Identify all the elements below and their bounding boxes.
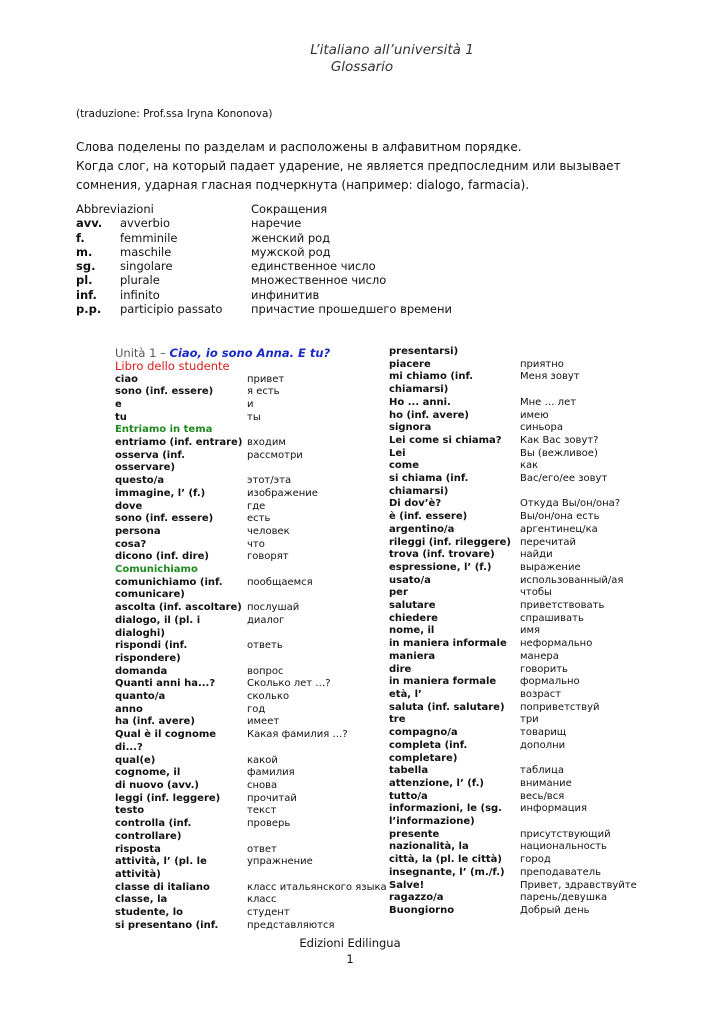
italian-term: classe, la: [115, 894, 168, 906]
glossary-entry: [389, 346, 659, 359]
russian-translation: где: [247, 500, 266, 512]
glossary-entry: [389, 537, 659, 550]
russian-translation: Какая фамилия …?: [247, 729, 348, 741]
russian-translation: я есть: [247, 386, 280, 398]
glossary-entry: [389, 740, 659, 765]
italian-term: controlla (inf. controllare): [115, 818, 192, 842]
russian-translation: входим: [247, 437, 286, 449]
glossary-entry: [389, 638, 659, 651]
unit-title: Ciao, io sono Anna. E tu?: [169, 346, 331, 360]
abbreviation-italian: singolare: [120, 259, 173, 274]
russian-translation: изображение: [247, 487, 318, 499]
russian-translation: Откуда Вы/он/она?: [520, 498, 621, 510]
russian-translation: класс итальянского языка: [247, 881, 387, 893]
glossary-entry: [389, 410, 659, 423]
russian-translation: Привет, здравствуйте: [520, 879, 637, 891]
glossary-entry: [389, 880, 659, 893]
page-subtitle: Glossario: [330, 59, 394, 75]
italian-term: testo: [115, 805, 145, 817]
italian-term: tu: [115, 411, 127, 423]
italian-term: cognome, il: [115, 767, 181, 779]
glossary-entry: [389, 448, 659, 461]
italian-term: Salve!: [389, 879, 425, 891]
russian-translation: что: [247, 538, 265, 550]
italian-term: età, l’: [389, 688, 422, 700]
italian-term: studente, lo: [115, 907, 184, 919]
italian-term: ha (inf. avere): [115, 716, 195, 728]
italian-term: attenzione, l’ (f.): [389, 777, 484, 789]
russian-translation: снова: [247, 780, 278, 791]
italian-term: attività, l’ (pl. le attività): [115, 856, 207, 880]
glossary-entry: [389, 524, 659, 537]
glossary-entry: [389, 575, 659, 588]
glossary-entry: [389, 791, 659, 804]
italian-term: comunichiamo (inf. comunicare): [115, 576, 223, 601]
russian-translation: ответь: [247, 640, 283, 652]
abbreviation-italian: infinito: [120, 287, 160, 302]
glossary-entry: [389, 549, 659, 562]
glossary-entry: [389, 651, 659, 664]
russian-translation: сколько: [247, 691, 290, 703]
abbreviations-heading-ru: Сокращения: [251, 202, 328, 216]
russian-translation: спрашивать: [520, 612, 584, 624]
italian-term: e: [115, 398, 122, 410]
abbreviation-code: m.: [76, 244, 93, 259]
russian-translation: Как Вас зовут?: [520, 434, 599, 446]
russian-translation: поприветствуй: [520, 701, 600, 713]
italian-term: sono (inf. essere): [115, 513, 214, 525]
italian-term: nazionalità, la: [389, 841, 469, 853]
italian-term: in maniera informale: [389, 638, 507, 650]
glossary-entry: [389, 714, 659, 727]
russian-translation: класс: [247, 894, 277, 906]
russian-translation: присутствующий: [520, 828, 611, 840]
italian-term: argentino/a: [389, 523, 455, 535]
abbreviation-russian: причастие прошедшего времени: [251, 302, 452, 317]
russian-translation: национальность: [520, 841, 607, 853]
russian-translation: ответ: [247, 843, 277, 855]
russian-translation: город: [520, 854, 551, 866]
italian-term: tabella: [389, 765, 429, 777]
italian-term: mi chiamo (inf. chiamarsi): [389, 371, 474, 396]
russian-translation: неформально: [520, 638, 593, 650]
russian-translation: дополни: [520, 739, 566, 751]
russian-translation: диалог: [247, 614, 285, 626]
glossary-column-left: [115, 346, 390, 932]
russian-translation: выражение: [520, 561, 581, 573]
section-heading: Entriamo in tema: [115, 424, 213, 436]
russian-translation: привет: [247, 373, 285, 385]
russian-translation: найди: [520, 549, 553, 561]
russian-translation: три: [520, 714, 539, 726]
russian-translation: Мне … лет: [520, 396, 577, 408]
abbreviation-code: pl.: [76, 273, 93, 288]
italian-term: ciao: [115, 373, 138, 385]
glossary-entry: [115, 386, 390, 399]
russian-translation: упражнение: [247, 856, 313, 868]
russian-translation: как: [520, 460, 539, 472]
italian-term: città, la (pl. le città): [389, 854, 502, 866]
intro-line: Слова поделены по разделам и расположены в алфавитном порядке.: [76, 140, 522, 154]
glossary-entry: [115, 882, 390, 895]
abbreviation-code: inf.: [76, 287, 97, 302]
italian-term: è (inf. essere): [389, 511, 468, 523]
abbreviation-italian: avverbio: [120, 216, 170, 231]
glossary-entry: [115, 488, 390, 501]
russian-translation: ты: [247, 411, 261, 423]
russian-translation: товарищ: [520, 727, 567, 739]
russian-translation: Вас/его/ее зовут: [520, 473, 608, 485]
glossary-column-right: [389, 346, 659, 918]
italian-term: usato/a: [389, 574, 431, 586]
italian-term: dire: [389, 663, 412, 675]
page-title: L’italiano all’università 1: [310, 42, 474, 58]
russian-translation: и: [247, 398, 254, 410]
italian-term: Qual è il cognome di...?: [115, 729, 217, 753]
italian-term: quanto/a: [115, 691, 166, 703]
intro-line: сомнения, ударная гласная подчеркнута (например: dialogo, farmacia).: [76, 178, 530, 192]
unit-label: Unità 1 –: [115, 346, 170, 360]
russian-translation: фамилия: [247, 767, 295, 779]
russian-translation: [520, 346, 659, 359]
glossary-entry: [389, 371, 659, 396]
glossary-entry: [115, 374, 390, 387]
italian-term: leggi (inf. leggere): [115, 792, 221, 804]
abbreviation-russian: инфинитив: [251, 287, 320, 302]
russian-translation: чтобы: [520, 587, 552, 599]
glossary-entry: [389, 473, 659, 498]
italian-term: completa (inf. completare): [389, 739, 468, 764]
russian-translation: послушай: [247, 602, 300, 614]
italian-term: ho (inf. avere): [389, 409, 470, 421]
glossary-entry: [389, 702, 659, 715]
abbreviation-code: f.: [76, 230, 85, 245]
abbreviation-italian: femminile: [120, 230, 178, 245]
glossary-entry: [115, 920, 390, 933]
italian-term: Lei come si chiama?: [389, 434, 502, 446]
italian-term: qual(e): [115, 754, 156, 766]
page-number: 1: [346, 952, 354, 966]
italian-term: dialogo, il (pl. i dialoghi): [115, 614, 201, 639]
russian-translation: Добрый день: [520, 904, 590, 916]
italian-term: Lei: [389, 447, 406, 459]
italian-term: si chiama (inf. chiamarsi): [389, 473, 469, 497]
right-entries: [389, 346, 659, 918]
glossary-entry: [389, 664, 659, 677]
abbreviation-code: p.p.: [76, 302, 102, 317]
abbreviation-code: sg.: [76, 259, 96, 274]
italian-term: domanda: [115, 665, 168, 677]
glossary-entry: [115, 412, 390, 425]
glossary-entry: [115, 729, 390, 754]
glossary-entry: [389, 841, 659, 854]
abbreviation-russian: множественное число: [251, 273, 387, 288]
russian-translation: Сколько лет …?: [247, 678, 331, 690]
left-entries: [115, 374, 390, 933]
intro-paragraph: [76, 138, 676, 195]
glossary-entry: [115, 399, 390, 412]
italian-term: sono (inf. essere): [115, 386, 214, 398]
section-heading: Comunichiamo: [115, 564, 198, 576]
russian-translation: возраст: [520, 688, 562, 700]
glossary-entry: [115, 704, 390, 717]
glossary-entry: [115, 805, 390, 818]
glossary-entry: [115, 907, 390, 920]
glossary-entry: [389, 498, 659, 511]
glossary-entry: [389, 892, 659, 905]
abbreviation-russian: мужской род: [251, 244, 331, 259]
glossary-entry: [115, 856, 390, 881]
russian-translation: год: [247, 703, 266, 715]
glossary-entry: [389, 460, 659, 473]
russian-translation: пообщаемся: [247, 576, 313, 588]
glossary-entry: [389, 676, 659, 689]
glossary-entry: [115, 450, 390, 475]
italian-term: maniera: [389, 650, 436, 662]
italian-term: signora: [389, 422, 432, 434]
book-section-heading: Libro dello studente: [115, 359, 230, 373]
italian-term: presentarsi): [389, 346, 459, 357]
russian-translation: использованный/ая: [520, 574, 624, 586]
glossary-entry: [389, 867, 659, 880]
russian-translation: рассмотри: [247, 449, 303, 461]
glossary-entry: [115, 501, 390, 514]
glossary-entry: [389, 562, 659, 575]
italian-term: dicono (inf. dire): [115, 551, 209, 563]
italian-term: in maniera formale: [389, 676, 497, 688]
glossary-entry: [115, 577, 390, 602]
italian-term: compagno/a: [389, 727, 458, 739]
abbreviation-italian: participio passato: [120, 302, 223, 317]
glossary-entry: [115, 640, 390, 665]
glossary-entry: [115, 475, 390, 488]
glossary-entry: [115, 780, 390, 793]
russian-translation: формально: [520, 676, 580, 688]
glossary-entry: [115, 539, 390, 552]
glossary-entry: [389, 778, 659, 791]
russian-translation: представляются: [247, 919, 335, 931]
italian-term: per: [389, 587, 408, 599]
russian-translation: преподаватель: [520, 866, 602, 878]
glossary-entry: [389, 905, 659, 918]
italian-term: Buongiorno: [389, 904, 455, 916]
glossary-entry: [115, 755, 390, 768]
russian-translation: информация: [520, 803, 588, 815]
russian-translation: Меня зовут: [520, 371, 580, 383]
abbreviation-russian: женский род: [251, 230, 331, 245]
glossary-entry: [115, 551, 390, 564]
italian-term: entriamo (inf. entrare): [115, 437, 243, 449]
italian-term: osserva (inf. osservare): [115, 449, 185, 474]
glossary-entry: [389, 359, 659, 372]
glossary-entry: [115, 602, 390, 615]
publisher-footer: Edizioni Edilingua: [299, 936, 401, 950]
russian-translation: манера: [520, 650, 559, 662]
glossary-entry: [389, 625, 659, 638]
abbreviation-code: avv.: [76, 216, 103, 231]
italian-term: ascolta (inf. ascoltare): [115, 602, 242, 614]
italian-term: rileggi (inf. rileggere): [389, 536, 511, 548]
glossary-entry: [115, 615, 390, 640]
glossary-entry: [389, 422, 659, 435]
italian-term: ragazzo/a: [389, 892, 444, 904]
italian-term: classe di italiano: [115, 881, 210, 893]
russian-translation: внимание: [520, 777, 572, 789]
russian-translation: аргентинец/ка: [520, 523, 598, 535]
italian-term: immagine, l’ (f.): [115, 487, 206, 499]
italian-term: trova (inf. trovare): [389, 549, 495, 561]
russian-translation: прочитай: [247, 792, 297, 804]
russian-translation: таблица: [520, 765, 564, 777]
glossary-entry: [389, 511, 659, 524]
glossary-entry: [115, 793, 390, 806]
russian-translation: имею: [520, 409, 549, 421]
italian-term: nome, il: [389, 625, 435, 637]
italian-term: persona: [115, 525, 161, 537]
abbreviations-heading-it: Abbreviazioni: [76, 202, 154, 216]
italian-term: piacere: [389, 358, 431, 370]
glossary-entry: [389, 689, 659, 702]
italian-term: chiedere: [389, 612, 438, 624]
italian-term: tutto/a: [389, 790, 428, 802]
italian-term: rispondi (inf. rispondere): [115, 640, 188, 664]
glossary-entry: [115, 526, 390, 539]
glossary-entry: [115, 767, 390, 780]
russian-translation: приветствовать: [520, 600, 605, 612]
glossary-entry: [115, 666, 390, 679]
russian-translation: весь/вся: [520, 790, 565, 802]
russian-translation: имя: [520, 625, 541, 637]
glossary-entry: [389, 829, 659, 842]
russian-translation: текст: [247, 805, 277, 817]
italian-term: tre: [389, 714, 406, 726]
italian-term: come: [389, 460, 419, 472]
russian-translation: парень/девушка: [520, 892, 608, 904]
russian-translation: Вы (вежливое): [520, 447, 598, 459]
russian-translation: Вы/он/она есть: [520, 511, 600, 523]
glossary-entry: [115, 844, 390, 857]
russian-translation: говорят: [247, 551, 289, 563]
glossary-entry: [389, 613, 659, 626]
glossary-entry: [389, 435, 659, 448]
italian-term: presente: [389, 828, 440, 840]
glossary-entry: [389, 727, 659, 740]
italian-term: di nuovo (avv.): [115, 780, 199, 791]
russian-translation: какой: [247, 754, 278, 766]
russian-translation: есть: [247, 513, 271, 525]
russian-translation: этот/эта: [247, 475, 292, 487]
italian-term: informazioni, le (sg. l’informazione): [389, 803, 502, 828]
italian-term: dove: [115, 500, 143, 512]
russian-translation: человек: [247, 525, 290, 537]
glossary-entry: [115, 678, 390, 691]
italian-term: questo/a: [115, 475, 165, 487]
unit-heading: [115, 346, 390, 360]
italian-term: insegnante, l’ (m./f.): [389, 866, 505, 878]
glossary-entry: [389, 803, 659, 828]
italian-term: risposta: [115, 843, 161, 855]
italian-term: Ho ... anni.: [389, 396, 451, 408]
russian-translation: студент: [247, 907, 290, 919]
abbreviation-russian: единственное число: [251, 259, 376, 274]
italian-term: si presentano (inf.: [115, 919, 219, 931]
russian-translation: синьора: [520, 422, 564, 434]
italian-term: anno: [115, 703, 143, 715]
glossary-entry: [115, 716, 390, 729]
glossary-entry: [389, 765, 659, 778]
russian-translation: имеет: [247, 716, 280, 728]
abbreviation-italian: plurale: [120, 273, 160, 288]
russian-translation: перечитай: [520, 536, 577, 548]
russian-translation: проверь: [247, 818, 291, 830]
glossary-entry: [115, 437, 390, 450]
italian-term: Quanti anni ha...?: [115, 678, 216, 690]
glossary-entry: [389, 397, 659, 410]
italian-term: salutare: [389, 600, 436, 612]
glossary-entry: [389, 587, 659, 600]
russian-translation: говорить: [520, 663, 568, 675]
abbreviation-russian: наречие: [251, 216, 302, 231]
italian-term: espressione, l’ (f.): [389, 561, 492, 573]
italian-term: Di dov’è?: [389, 498, 442, 510]
glossary-entry: [389, 600, 659, 613]
russian-translation: приятно: [520, 358, 564, 370]
glossary-entry: [115, 513, 390, 526]
glossary-entry: [115, 894, 390, 907]
glossary-entry: [115, 818, 390, 843]
glossary-entry: [115, 691, 390, 704]
translation-note: (traduzione: Prof.ssa Iryna Kononova): [76, 108, 273, 120]
italian-term: cosa?: [115, 538, 147, 550]
italian-term: saluta (inf. salutare): [389, 701, 505, 713]
russian-translation: вопрос: [247, 665, 284, 677]
abbreviation-italian: maschile: [120, 244, 172, 259]
glossary-entry: [389, 854, 659, 867]
intro-line: Когда слог, на который падает ударение, не является предпоследним или вызывает: [76, 159, 621, 173]
